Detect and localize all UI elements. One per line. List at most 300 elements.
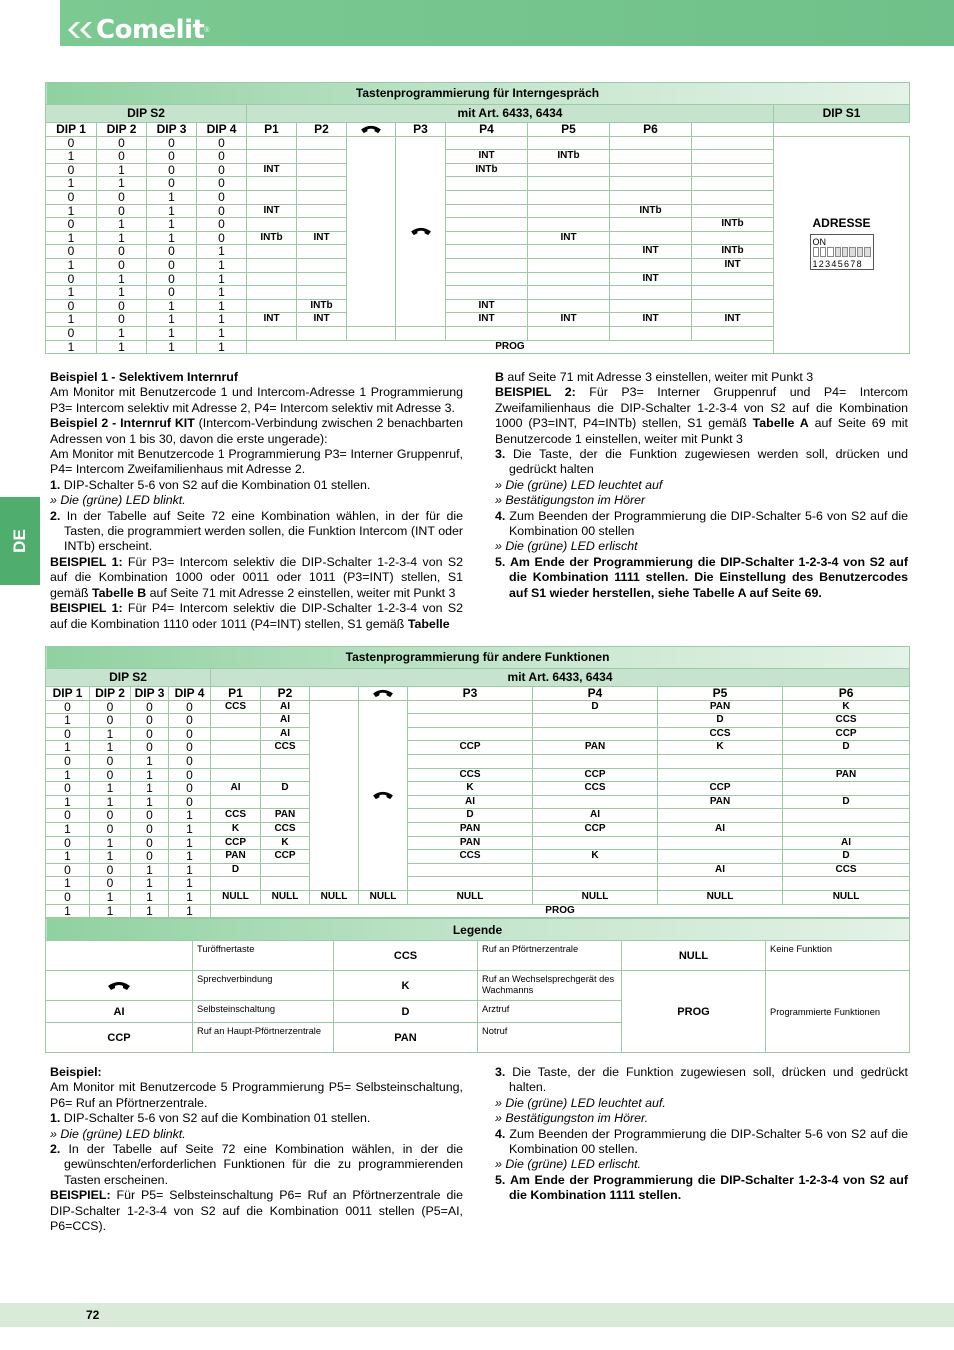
key-function: INT [528,313,610,327]
key-function [297,136,347,150]
key-function [408,714,533,728]
dip-value: 1 [90,727,131,741]
column-header: DIP 4 [169,687,211,701]
key-function: D [408,809,533,823]
key-function [247,150,297,164]
key-function [528,163,610,177]
key-function [610,258,692,272]
handset-icon [372,791,394,800]
dip-value: 0 [169,714,211,728]
key-function: D [211,863,261,877]
key-function [211,727,261,741]
dip-value: 1 [131,863,169,877]
key-function [528,258,610,272]
dip-value: 0 [197,204,247,218]
key-function [533,727,658,741]
dip-value: 0 [131,700,169,714]
key-function [297,258,347,272]
key-function [261,795,310,809]
column-header: P2 [261,687,310,701]
key-function [247,326,297,340]
key-function: CCS [261,822,310,836]
key-function [528,177,610,191]
group-dip-s2: DIP S2 [46,105,247,123]
dip-value: 1 [131,904,169,918]
dip-value: 0 [131,836,169,850]
table-row [46,754,910,768]
dip-value: 0 [97,204,147,218]
key-function [692,326,774,340]
adresse-label: ADRESSE [812,216,871,231]
key-function [247,190,297,204]
dip-value: 0 [46,754,90,768]
key-function [528,218,610,232]
key-function [610,190,692,204]
table-row [46,836,910,850]
dip-value: 0 [147,177,197,191]
dip-value: 1 [90,836,131,850]
key-function: CCP [783,727,910,741]
key-function: AI [658,822,783,836]
dip-value: 0 [90,714,131,728]
table-row [46,741,910,755]
key-function [446,272,528,286]
key-function: PAN [533,741,658,755]
column-header: P3 [408,687,533,701]
key-function: PAN [658,795,783,809]
key-function [783,877,910,891]
key-function: NULL [211,890,261,904]
column-header: P5 [658,687,783,701]
column-header [347,123,396,137]
dip-value: 1 [46,177,97,191]
key-function: CCS [211,700,261,714]
door-column [310,700,359,890]
key-function [528,326,610,340]
key-function: CCS [211,809,261,823]
dip-value: 0 [169,795,211,809]
dip-value: 1 [46,877,90,891]
key-function [610,326,692,340]
dip-value: 1 [90,795,131,809]
column-header: DIP 1 [46,123,97,137]
key-function: D [783,741,910,755]
dip-value: 1 [131,754,169,768]
dip-value: 1 [46,231,97,245]
key-function [528,286,610,300]
dip-value: 0 [197,177,247,191]
dip-value: 0 [46,299,97,313]
key-function [783,782,910,796]
internal-call-table [45,82,910,354]
key-function [658,850,783,864]
key-function: PAN [658,700,783,714]
key-function [247,272,297,286]
key-function: INTb [692,245,774,259]
key-function [528,299,610,313]
key-function [446,326,528,340]
prog-label: PROG [247,340,774,354]
table-row: 0 1 1 1 NULL NULL NULL NULL NULL NULL NULL NULL [46,890,910,904]
key-function: CCP [408,741,533,755]
dip-value: 1 [46,741,90,755]
key-function [297,245,347,259]
dip-value: 1 [169,850,211,864]
key-function [533,754,658,768]
dip-value: 0 [169,754,211,768]
key-function [692,150,774,164]
dip-value: 1 [197,340,247,354]
key-function: D [533,700,658,714]
dip-value: 1 [131,768,169,782]
language-tab: DE [0,497,40,585]
dip-value: 1 [90,741,131,755]
dip-value: 1 [131,877,169,891]
table-row [46,795,910,809]
key-function: AI [211,782,261,796]
column-header: P6 [783,687,910,701]
legend-title: Legende [46,919,910,941]
key-function: AI [261,714,310,728]
dip-value: 1 [169,863,211,877]
key-function [247,218,297,232]
dip-value: 0 [46,272,97,286]
dip-value: 1 [46,286,97,300]
dip-value: 0 [197,218,247,232]
key-function [658,877,783,891]
key-function [297,272,347,286]
key-function: D [658,714,783,728]
key-function [211,714,261,728]
column-header: P4 [446,123,528,137]
example1-right-column: B auf Seite 71 mit Adresse 3 einstellen, weiter mit Punkt 3 BEISPIEL 2: Für P3= Interner Gruppenruf und P4= Intercom Zweifamilienhaus die DIP-Schalter 1-2-3-4 von S2 auf die Kombination 1000 (P3=INT, P4=INTb) stellen, S1 gemäß Tabelle A auf Seite 69 mit Benutzercode 1 einstellen, weiter mit Punkt 3 3. Die Taste, der die Funktion zugewiesen werden soll, drücken und gedrückt halten » Die (grüne) LED leuchtet auf » Bestätigungston im Hörer 4. Zum Beenden der Programmierung die DIP-Schalter 5-6 von S2 auf die Kombination 00 stellen » Die (grüne) LED erlischt 5. Am Ende der Programmierung die DIP-Schalter 1-2-3-4 von S2 auf die Kombination 1111 stellen. Die Einstellung des Benutzercodes auf S1 wieder herstellen, siehe Tabelle A auf Seite 69. [495,370,908,600]
key-function [692,286,774,300]
key-function: NULL [658,890,783,904]
key-function [261,877,310,891]
key-function: AI [261,700,310,714]
key-function [610,150,692,164]
dip-value: 1 [46,150,97,164]
group-art: mit Art. 6433, 6434 [211,669,910,687]
key-function: K [658,741,783,755]
dip-value: 0 [97,150,147,164]
comelit-x-icon [66,19,96,41]
column-header: DIP 4 [197,123,247,137]
key-function [446,245,528,259]
key-function [297,218,347,232]
dip-value: 0 [46,190,97,204]
dip-value: 1 [46,795,90,809]
key-function [211,877,261,891]
dip-value: 1 [147,299,197,313]
brand-name: Comelit [96,15,205,45]
dip-value: 1 [147,218,197,232]
dip-value: 1 [169,836,211,850]
key-function: PAN [408,822,533,836]
key-function: INT [528,231,610,245]
key-function: CCS [658,727,783,741]
dip-value: 1 [197,258,247,272]
table-row [46,850,910,864]
key-function: D [261,782,310,796]
key-function [408,754,533,768]
key-function [533,863,658,877]
column-header: P6 [610,123,692,137]
table-row [46,877,910,891]
key-function [533,836,658,850]
key-function: INT [297,313,347,327]
dip-value: 0 [46,700,90,714]
key-function: INT [610,272,692,286]
dip-value: 0 [46,326,97,340]
key-function [528,136,610,150]
dip-value: 0 [97,313,147,327]
dip-value: 0 [46,136,97,150]
key-function [446,204,528,218]
dip-value: 0 [46,836,90,850]
key-function [658,754,783,768]
key-function: CCS [408,850,533,864]
section-heading: Beispiel 1 - Selektivem Internruf [50,370,238,384]
key-function [247,177,297,191]
key-function: CCP [211,836,261,850]
dip-value: 0 [90,809,131,823]
dip-value: 1 [97,340,147,354]
dip-value: 0 [90,700,131,714]
key-function: CCS [261,741,310,755]
key-function: INTb [692,218,774,232]
key-function [610,218,692,232]
key-function [408,877,533,891]
key-function: CCS [783,714,910,728]
dip-value: 0 [46,727,90,741]
group-dip-s2: DIP S2 [46,669,211,687]
column-header: P2 [297,123,347,137]
dip-value: 0 [169,727,211,741]
table-row [46,782,910,796]
dip-value: 0 [131,741,169,755]
key-function: INT [610,313,692,327]
dip-value: 1 [197,286,247,300]
key-function [528,204,610,218]
table-row [46,714,910,728]
key-function: K [783,700,910,714]
page-number: 72 [86,1308,100,1322]
handset-icon [372,689,394,698]
key-function [408,727,533,741]
prog-label: PROG [211,904,910,918]
key-function [658,768,783,782]
dip-value: 0 [147,258,197,272]
key-function [692,163,774,177]
dip-value: 0 [197,136,247,150]
dip-value: 1 [197,313,247,327]
key-function [211,741,261,755]
column-header: DIP 1 [46,687,90,701]
key-function [261,754,310,768]
key-function: INT [692,258,774,272]
dip-value: 0 [169,768,211,782]
table-row [46,809,910,823]
dip-value: 0 [46,782,90,796]
other-functions-table [45,646,910,918]
dip-value: 0 [197,150,247,164]
footer-bar [0,1303,954,1327]
dip-value: 1 [97,177,147,191]
key-function: INTb [528,150,610,164]
key-function [247,299,297,313]
column-header: DIP 2 [97,123,147,137]
column-header [310,687,359,701]
table-row [46,768,910,782]
dip-value: 1 [147,204,197,218]
dip-value: 0 [90,877,131,891]
dip-value: 0 [197,231,247,245]
dip-value: 1 [97,163,147,177]
dip-value: 0 [90,768,131,782]
key-function [211,754,261,768]
empty-column [347,136,396,326]
dip-value: 1 [46,258,97,272]
key-function: CCP [261,850,310,864]
key-function [408,863,533,877]
key-function: INT [247,163,297,177]
key-function [692,231,774,245]
dip-value: 1 [147,326,197,340]
dip-value: 1 [131,890,169,904]
key-function [211,795,261,809]
dip-value: 0 [46,218,97,232]
dip-value: 0 [97,190,147,204]
key-function: K [408,782,533,796]
dip-value: 0 [197,163,247,177]
dip-value: 0 [147,150,197,164]
key-function [446,286,528,300]
key-function [533,714,658,728]
key-function [610,299,692,313]
dip-value: 1 [46,904,90,918]
key-function [446,218,528,232]
dip-value: 1 [46,313,97,327]
key-function [528,245,610,259]
key-function [247,136,297,150]
key-function: INT [247,204,297,218]
key-function: NULL [261,890,310,904]
table-title: Tastenprogrammierung für Interngespräch [46,83,910,105]
key-function: AI [533,809,658,823]
handset-column [359,700,408,890]
table-title: Tastenprogrammierung für andere Funktionen [46,647,910,669]
key-function [692,190,774,204]
legend-table: Legende Turöffnertaste CCS Ruf an Pförtnerzentrale NULL Keine Funktion Sprechverbindung K Ruf an Wechselsprechgerät des Wachmanns PROG Programmierte Funktionen AI Selbsteinschaltung D Arztruf CCP Ruf an Haupt-Pförtnerzentrale PAN Notruf [45,918,910,1053]
key-function: CCS [533,782,658,796]
handset-icon [46,971,193,1001]
key-function: AI [261,727,310,741]
dip-value: 0 [147,163,197,177]
dip-value: 0 [131,822,169,836]
key-function [658,836,783,850]
key-function [297,190,347,204]
key-function [446,258,528,272]
dip-value: 1 [169,904,211,918]
dip-value: 1 [90,904,131,918]
table-row [46,727,910,741]
key-function: PAN [408,836,533,850]
column-header: P5 [528,123,610,137]
key-function [297,177,347,191]
dip-value: 1 [197,272,247,286]
column-header [359,687,408,701]
legend-door-icon [46,941,193,971]
key-function: D [783,850,910,864]
dip-value: 1 [131,782,169,796]
dip-value: 1 [169,890,211,904]
key-function: CCP [533,768,658,782]
example2-left-column: Beispiel: Am Monitor mit Benutzercode 5 Programmierung P5= Selbsteinschaltung, P6= Ruf an Pförtnerzentrale. 1. DIP-Schalter 5-6 von S2 auf die Kombination 01 stellen. » Die (grüne) LED blinkt. 2. In der Tabelle auf Seite 72 eine Kombination wählen, in der die gewünschten/erforderlichen Funktionen für die zu programmierenden Tasten erscheinen. BEISPIEL: Für P5= Selbsteinschaltung P6= Ruf an Pförtnerzentrale die DIP-Schalter 1-2-3-4 von S2 auf die Kombination 0011 stellen (P5=AI, P6=CCS). [50,1065,463,1234]
dip-value: 1 [147,190,197,204]
key-function: CCP [658,782,783,796]
key-function [783,809,910,823]
key-function: CCP [533,822,658,836]
key-function [658,809,783,823]
column-header: P4 [533,687,658,701]
key-function: INTb [446,163,528,177]
handset-icon [410,227,432,236]
key-function: AI [658,863,783,877]
dip-value: 0 [46,245,97,259]
key-function [692,204,774,218]
column-header: DIP 3 [147,123,197,137]
dip-value: 1 [46,204,97,218]
dip-value: 1 [169,822,211,836]
dip-value: 0 [46,863,90,877]
key-function [297,150,347,164]
dip-value: 0 [131,809,169,823]
key-function [408,700,533,714]
handset-icon [360,125,382,134]
dip-value: 1 [97,326,147,340]
key-function: INTb [297,299,347,313]
column-header: P1 [247,123,297,137]
dip-value: 0 [147,272,197,286]
key-function: NULL [408,890,533,904]
dip-value: 0 [169,782,211,796]
dip-value: 1 [197,245,247,259]
key-function: K [211,822,261,836]
table-row [46,700,910,714]
key-function: NULL [783,890,910,904]
key-function: PAN [261,809,310,823]
group-art: mit Art. 6433, 6434 [247,105,774,123]
dip-value: 0 [97,245,147,259]
dip-value: 1 [46,340,97,354]
dip-value: 0 [197,190,247,204]
dip-value: 0 [147,286,197,300]
dip-switch-icon: ON 12345678 [810,234,874,270]
column-header: P1 [211,687,261,701]
example2-right-column: 3. Die Taste, der die Funktion zugewiesen soll, drücken und gedrückt halten. » Die (grüne) LED leuchtet auf. » Bestätigungston im Hörer. 4. Zum Beenden der Programmierung die DIP-Schalter 5-6 von S2 auf die Kombination 00 stellen. » Die (grüne) LED erlischt. 5. Am Ende der Programmierung die DIP-Schalter 1-2-3-4 von S2 auf die Kombination 1111 stellen. [495,1065,908,1203]
key-function [533,795,658,809]
key-function [533,877,658,891]
dip-value: 1 [97,231,147,245]
dip-s1-cell [774,136,910,354]
key-function [446,190,528,204]
key-function [783,754,910,768]
key-function: AI [408,795,533,809]
key-function [610,177,692,191]
dip-value: 0 [97,136,147,150]
dip-value: 0 [90,754,131,768]
